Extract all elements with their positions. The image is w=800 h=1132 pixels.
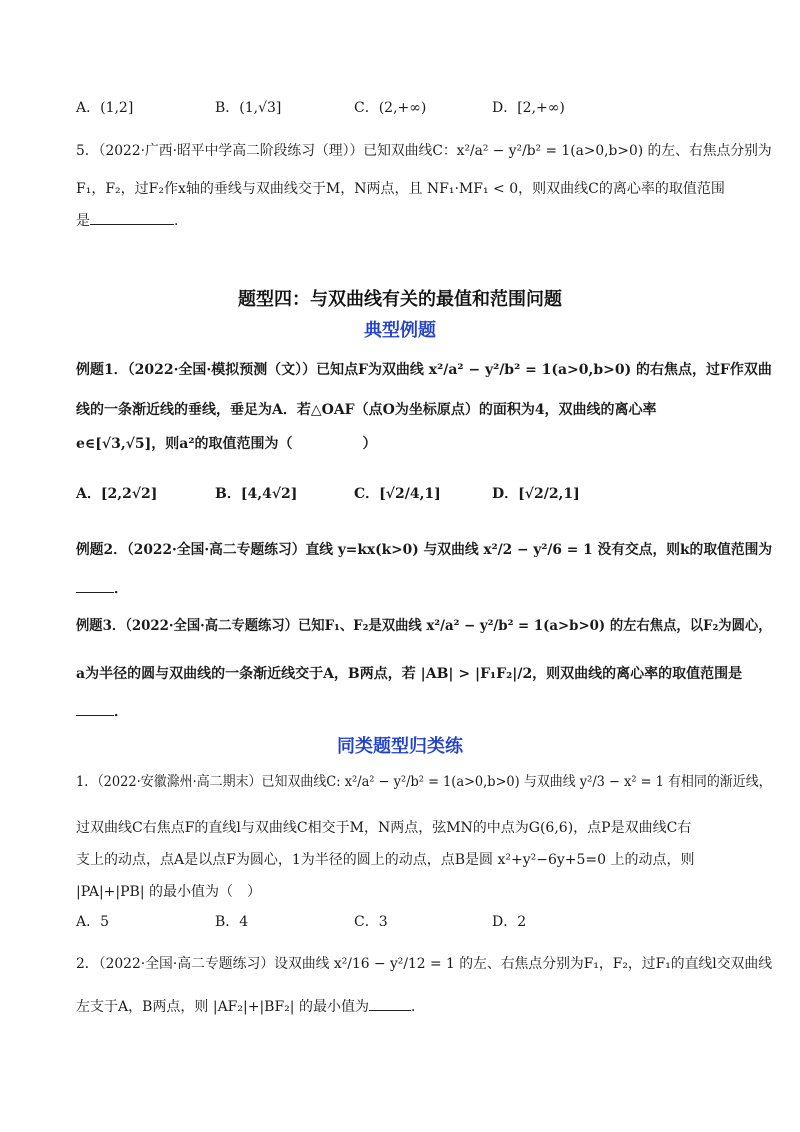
ex1-line1: 例题1．（2022·全国·模拟预测（文））已知点F为双曲线 x²/a² − y²/b² = 1(a>0,b>0) 的右焦点，过F作双曲: [76, 362, 772, 378]
answer-blank: [76, 578, 114, 593]
p1-option-c: C．3: [354, 914, 388, 930]
ex1-option-b: B．[4,4√2]: [215, 486, 298, 502]
p2-line2: 左支于A，B两点，则 |AF₂|+|BF₂| 的最小值为 ．: [76, 996, 425, 1017]
p2-line1: 2．（2022·全国·高二专题练习）设双曲线 x²/16 − y²/12 = 1 的左、右焦点分别为F₁，F₂，过F₁的直线l交双曲线: [76, 956, 773, 972]
ex1-option-d: D．[√2/2,1]: [492, 486, 580, 502]
sub-title-examples: 典型例题: [364, 320, 436, 341]
answer-blank: [90, 210, 174, 225]
q5-line1: 5．（2022·广西·昭平中学高二阶段练习（理））已知双曲线C：x²/a² − y²/b² = 1(a>0,b>0) 的左、右焦点分别为: [76, 143, 772, 159]
ex2-line2: ．: [76, 578, 128, 599]
answer-blank: [369, 996, 411, 1011]
p1-option-d: D．2: [492, 914, 527, 930]
ex1-line3: e∈[√3,√5]，则a²的取值范围为（ ）: [76, 436, 377, 452]
q5-line2: F₁，F₂，过F₂作x轴的垂线与双曲线交于M，N两点，且 NF₁·MF₁ < 0，则双曲线C的离心率的取值范围: [76, 181, 725, 197]
p1-option-b: B．4: [215, 914, 249, 930]
ex1-option-c: C．[√2/4,1]: [354, 486, 441, 502]
p1-line2: 过双曲线C右焦点F的直线l与双曲线C相交于M，N两点，弦MN的中点为G(6,6)，点P是双曲线C右: [76, 820, 692, 836]
p2-line2-text: 左支于A，B两点，则 |AF₂|+|BF₂| 的最小值为: [76, 999, 369, 1015]
option-a: A．(1,2]: [76, 100, 134, 116]
answer-blank: [76, 701, 114, 716]
ex3-line1: 例题3．（2022·全国·高二专题练习）已知F₁、F₂是双曲线 x²/a² − y²/b² = 1(a>b>0) 的左右焦点，以F₂为圆心，: [76, 618, 772, 634]
ex1-line2: 线的一条渐近线的垂线，垂足为A．若△OAF（点O为坐标原点）的面积为4，双曲线的离心率: [76, 402, 657, 418]
option-d: D．[2,+∞): [492, 100, 565, 116]
ex3-line2: a为半径的圆与双曲线的一条渐近线交于A，B两点，若 |AB| > |F₁F₂|/2，则双曲线的离心率的取值范围是: [76, 666, 743, 682]
section-title: 题型四：与双曲线有关的最值和范围问题: [238, 289, 562, 310]
p1-line1: 1．（2022·安徽滁州·高二期末）已知双曲线C: x²/a² − y²/b² = 1(a>0,b>0) 与双曲线 y²/3 − x² = 1 有相同的渐近线，: [76, 774, 772, 790]
ex3-line3: ．: [76, 701, 128, 722]
ex1-option-a: A．[2,2√2]: [76, 486, 158, 502]
q5-line3: 是 ．: [76, 210, 188, 231]
q5-line3-text: 是: [76, 213, 90, 229]
option-b: B．(1,√3]: [215, 100, 282, 116]
sub-title-practice: 同类题型归类练: [337, 736, 463, 757]
p1-line3: 支上的动点，点A是以点F为圆心，1为半径的圆上的动点，点B是圆 x²+y²−6y+5=0 上的动点，则: [76, 852, 695, 868]
p1-option-a: A．5: [76, 914, 110, 930]
p1-line4: |PA|+|PB| 的最小值为（ ）: [76, 884, 262, 900]
ex2-line1: 例题2．（2022·全国·高二专题练习）直线 y=kx(k>0) 与双曲线 x²/2 − y²/6 = 1 没有交点，则k的取值范围为: [76, 542, 773, 558]
option-c: C．(2,+∞): [354, 100, 427, 116]
